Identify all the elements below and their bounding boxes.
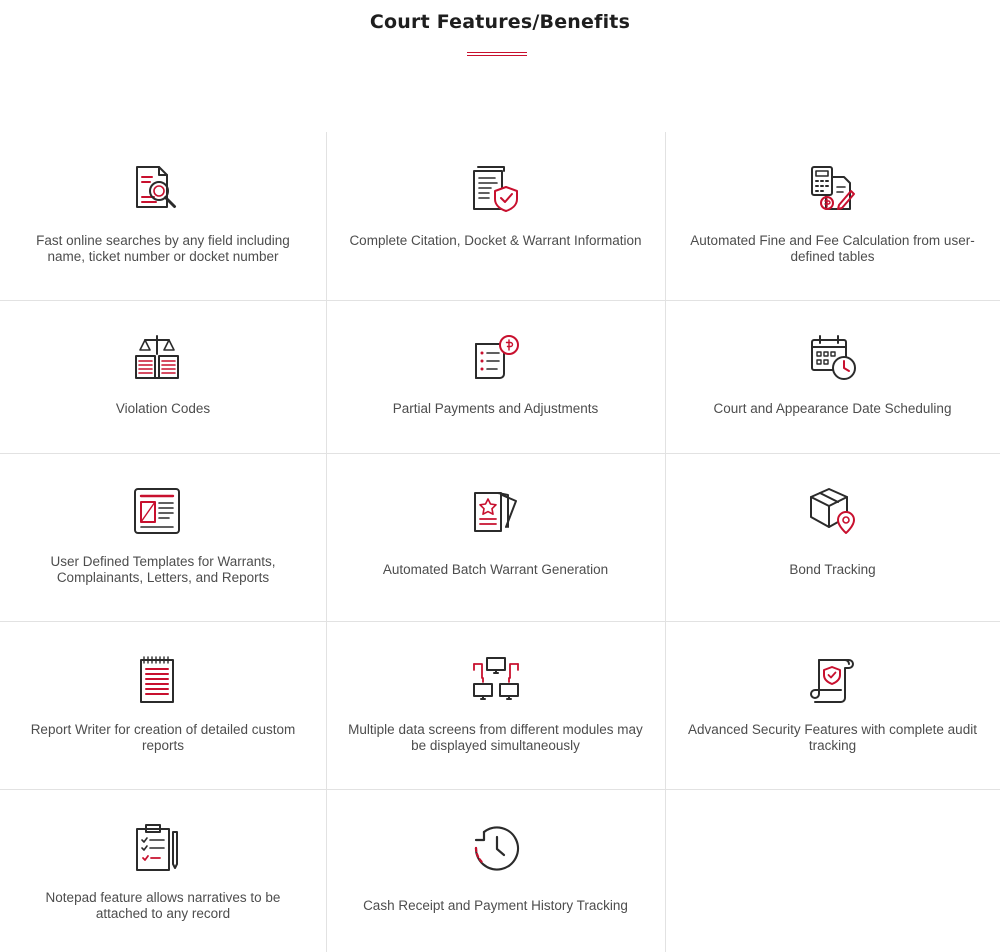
feature-label: Complete Citation, Docket & Warrant Information — [349, 233, 642, 248]
feature-card — [665, 453, 1000, 621]
feature-label: User Defined Templates for Warrants, Complainants, Letters, and Reports — [50, 554, 276, 585]
feature-label: Report Writer for creation of detailed custom reports — [30, 722, 296, 753]
calendar-clock-icon — [809, 334, 857, 382]
feature-label: Court and Appearance Date Scheduling — [713, 401, 952, 416]
search-document-icon — [133, 165, 181, 213]
page-title: Court Features/Benefits — [369, 11, 631, 33]
network-monitors-icon — [472, 656, 520, 704]
report-notepad-icon — [133, 656, 181, 704]
feature-card — [665, 132, 1000, 300]
feature-label: Cash Receipt and Payment History Tracking — [363, 898, 628, 913]
feature-card — [326, 453, 665, 621]
feature-label: Fast online searches by any field including name, ticket number or docket number — [36, 233, 290, 264]
scales-book-icon — [133, 334, 181, 382]
feature-card — [0, 789, 326, 952]
feature-card — [326, 300, 665, 453]
page-header — [0, 0, 1000, 132]
feature-card — [326, 621, 665, 789]
scroll-shield-icon — [809, 656, 857, 704]
feature-card — [326, 789, 665, 952]
feature-label: Bond Tracking — [789, 562, 876, 577]
package-location-icon — [809, 487, 857, 535]
history-clock-icon — [472, 824, 520, 872]
feature-card — [0, 453, 326, 621]
batch-documents-icon — [472, 487, 520, 535]
features-grid — [0, 132, 1000, 952]
payment-list-icon — [472, 334, 520, 382]
calculator-fee-icon — [809, 165, 857, 213]
title-underline — [467, 52, 527, 57]
document-shield-icon — [472, 165, 520, 213]
feature-card — [665, 621, 1000, 789]
feature-label: Automated Batch Warrant Generation — [382, 562, 609, 577]
feature-label: Notepad feature allows narratives to be attached to any record — [45, 890, 281, 921]
feature-label: Multiple data screens from different modules may be displayed simultaneously — [348, 722, 643, 753]
feature-card — [326, 132, 665, 300]
feature-card — [0, 300, 326, 453]
feature-card — [665, 300, 1000, 453]
template-layout-icon — [133, 487, 181, 535]
feature-label: Partial Payments and Adjustments — [392, 401, 599, 416]
clipboard-pen-icon — [133, 824, 181, 872]
feature-card — [0, 132, 326, 300]
feature-label: Violation Codes — [115, 401, 211, 416]
feature-label: Automated Fine and Fee Calculation from user-defined tables — [690, 233, 975, 264]
feature-label: Advanced Security Features with complete audit tracking — [688, 722, 977, 753]
feature-card — [0, 621, 326, 789]
